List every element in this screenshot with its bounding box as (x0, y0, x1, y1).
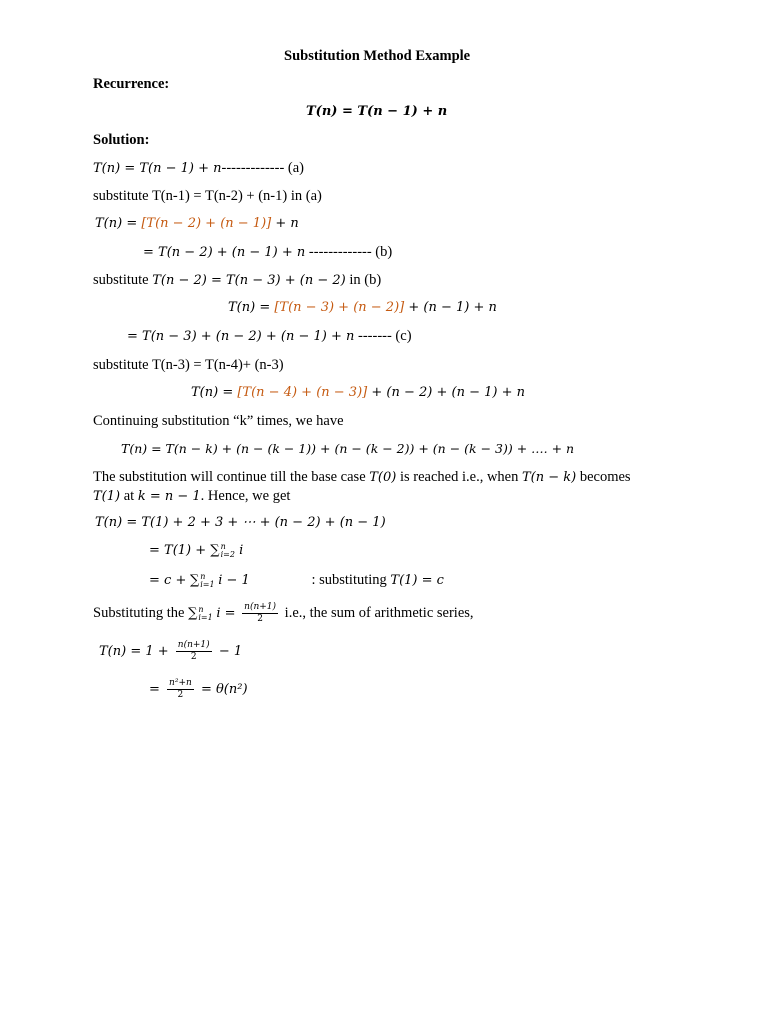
substitute-line-1: substitute T(n-1) = T(n-2) + (n-1) in (a) (93, 188, 322, 204)
sum-lower-3: i=1 (198, 612, 213, 622)
equation-c-label: ------- (c) (358, 328, 412, 344)
equation-a-math: T(n) = T(n − 1) + n (93, 161, 222, 176)
expansion-2 (228, 299, 497, 317)
equation-c-math: = T(n − 3) + (n − 2) + (n − 1) + n (127, 329, 355, 344)
arith-a: Substituting the (93, 604, 185, 621)
result-2-num: n²+n (169, 678, 192, 688)
base-case-text-1 (93, 468, 631, 487)
equation-a-label: ------------- (a) (221, 160, 304, 176)
substitute-2-prefix: substitute (93, 272, 149, 288)
sum-line-2-note-math: T(1) = c (390, 573, 444, 588)
recurrence-heading: Recurrence: (93, 76, 170, 92)
sum-line-1-a: = T(1) + (149, 543, 207, 558)
base-case-t1: T(1) (93, 489, 121, 504)
expansion-3-rhs: + (n − 2) + (n − 1) + n (371, 385, 525, 400)
substitute-2-math: T(n − 2) = T(n − 3) + (n − 2) (152, 273, 346, 288)
base-case-a: The substitution will continue till the base case (93, 469, 366, 485)
result-line-1 (99, 640, 242, 663)
sum-upper-1: n (220, 541, 226, 551)
sum-line-1-b: i (239, 543, 244, 558)
base-case-t0: T(0) (369, 470, 397, 485)
expansion-2-lhs: T(n) = (228, 300, 271, 315)
expansion-1-rhs: + n (275, 216, 299, 231)
equation-b-label: ------------- (b) (308, 244, 393, 260)
arith-den: 2 (257, 614, 263, 624)
equation-b (143, 243, 392, 262)
recurrence-equation: T(n) = T(n − 1) + n (306, 104, 448, 119)
sum-limits-3 (198, 606, 212, 622)
result-1-den: 2 (190, 652, 197, 662)
base-case-tnk: T(n − k) (521, 470, 577, 485)
arith-b: i = (216, 605, 236, 621)
arith-series-line (93, 602, 474, 625)
result-1-a: T(n) = 1 + (99, 644, 169, 659)
sum-limits-2 (200, 573, 214, 589)
equation-b-math: = T(n − 2) + (n − 1) + n (143, 245, 306, 260)
base-case-b: is reached i.e., when (399, 469, 519, 485)
sigma-icon: ∑ (210, 543, 220, 558)
arith-fraction (242, 602, 278, 625)
equation-c (127, 327, 412, 346)
result-line-2 (149, 678, 248, 701)
general-expansion: T(n) = T(n − k) + (n − (k − 1)) + (n − (k − 2)) + (n − (k − 3)) + …. + n (121, 441, 575, 456)
result-2-a: = (149, 682, 160, 697)
expansion-3 (191, 384, 525, 402)
expansion-1-highlight: [T(n − 2) + (n − 1)] (141, 216, 272, 231)
expansion-1 (95, 215, 299, 233)
result-1-b: − 1 (218, 644, 243, 659)
substitute-line-2 (93, 271, 381, 290)
sum-lower-1: i=2 (220, 549, 235, 559)
sum-line-2 (149, 571, 444, 590)
sum-lower-2: i=1 (200, 579, 215, 589)
base-case-text-2 (93, 487, 290, 506)
solution-heading: Solution: (93, 132, 150, 148)
sum-limits-1 (221, 543, 235, 559)
arith-c: i.e., the sum of arithmetic series, (284, 604, 474, 621)
expansion-3-lhs: T(n) = (191, 385, 234, 400)
expansion-2-rhs: + (n − 1) + n (408, 300, 497, 315)
result-2-den: 2 (177, 690, 184, 700)
result-1-fraction (176, 640, 212, 663)
sum-line-1 (149, 542, 243, 560)
substitute-2-suffix: in (b) (349, 272, 382, 288)
base-case-c: becomes (579, 469, 631, 485)
sum-expansion: T(n) = T(1) + 2 + 3 + ⋯ + (n − 2) + (n − 1) (95, 515, 386, 530)
substitute-line-3: substitute T(n-3) = T(n-4)+ (n-3) (93, 357, 284, 373)
sum-upper-3: n (198, 604, 204, 614)
continuing-text: Continuing substitution “k” times, we have (93, 413, 344, 429)
expansion-1-lhs: T(n) = (95, 216, 138, 231)
expansion-3-highlight: [T(n − 4) + (n − 3)] (237, 385, 368, 400)
base-case-k: k = n − 1 (137, 489, 201, 504)
sigma-icon: ∑ (189, 573, 200, 588)
sum-upper-2: n (200, 571, 206, 581)
sum-line-2-a: = c + (149, 573, 187, 588)
base-case-at: at (123, 488, 135, 504)
sigma-icon: ∑ (188, 605, 198, 621)
base-case-hence: . Hence, we get (200, 488, 291, 504)
result-2-b: = θ(n²) (200, 682, 248, 697)
sum-line-2-note: : substituting (311, 572, 387, 588)
arith-num: n(n+1) (244, 602, 277, 612)
equation-a (93, 159, 304, 178)
result-1-num: n(n+1) (177, 640, 210, 650)
expansion-2-highlight: [T(n − 3) + (n − 2)] (274, 300, 405, 315)
result-2-fraction (167, 678, 194, 701)
doc-title: Substitution Method Example (284, 48, 471, 64)
sum-line-2-b: i − 1 (218, 573, 250, 588)
